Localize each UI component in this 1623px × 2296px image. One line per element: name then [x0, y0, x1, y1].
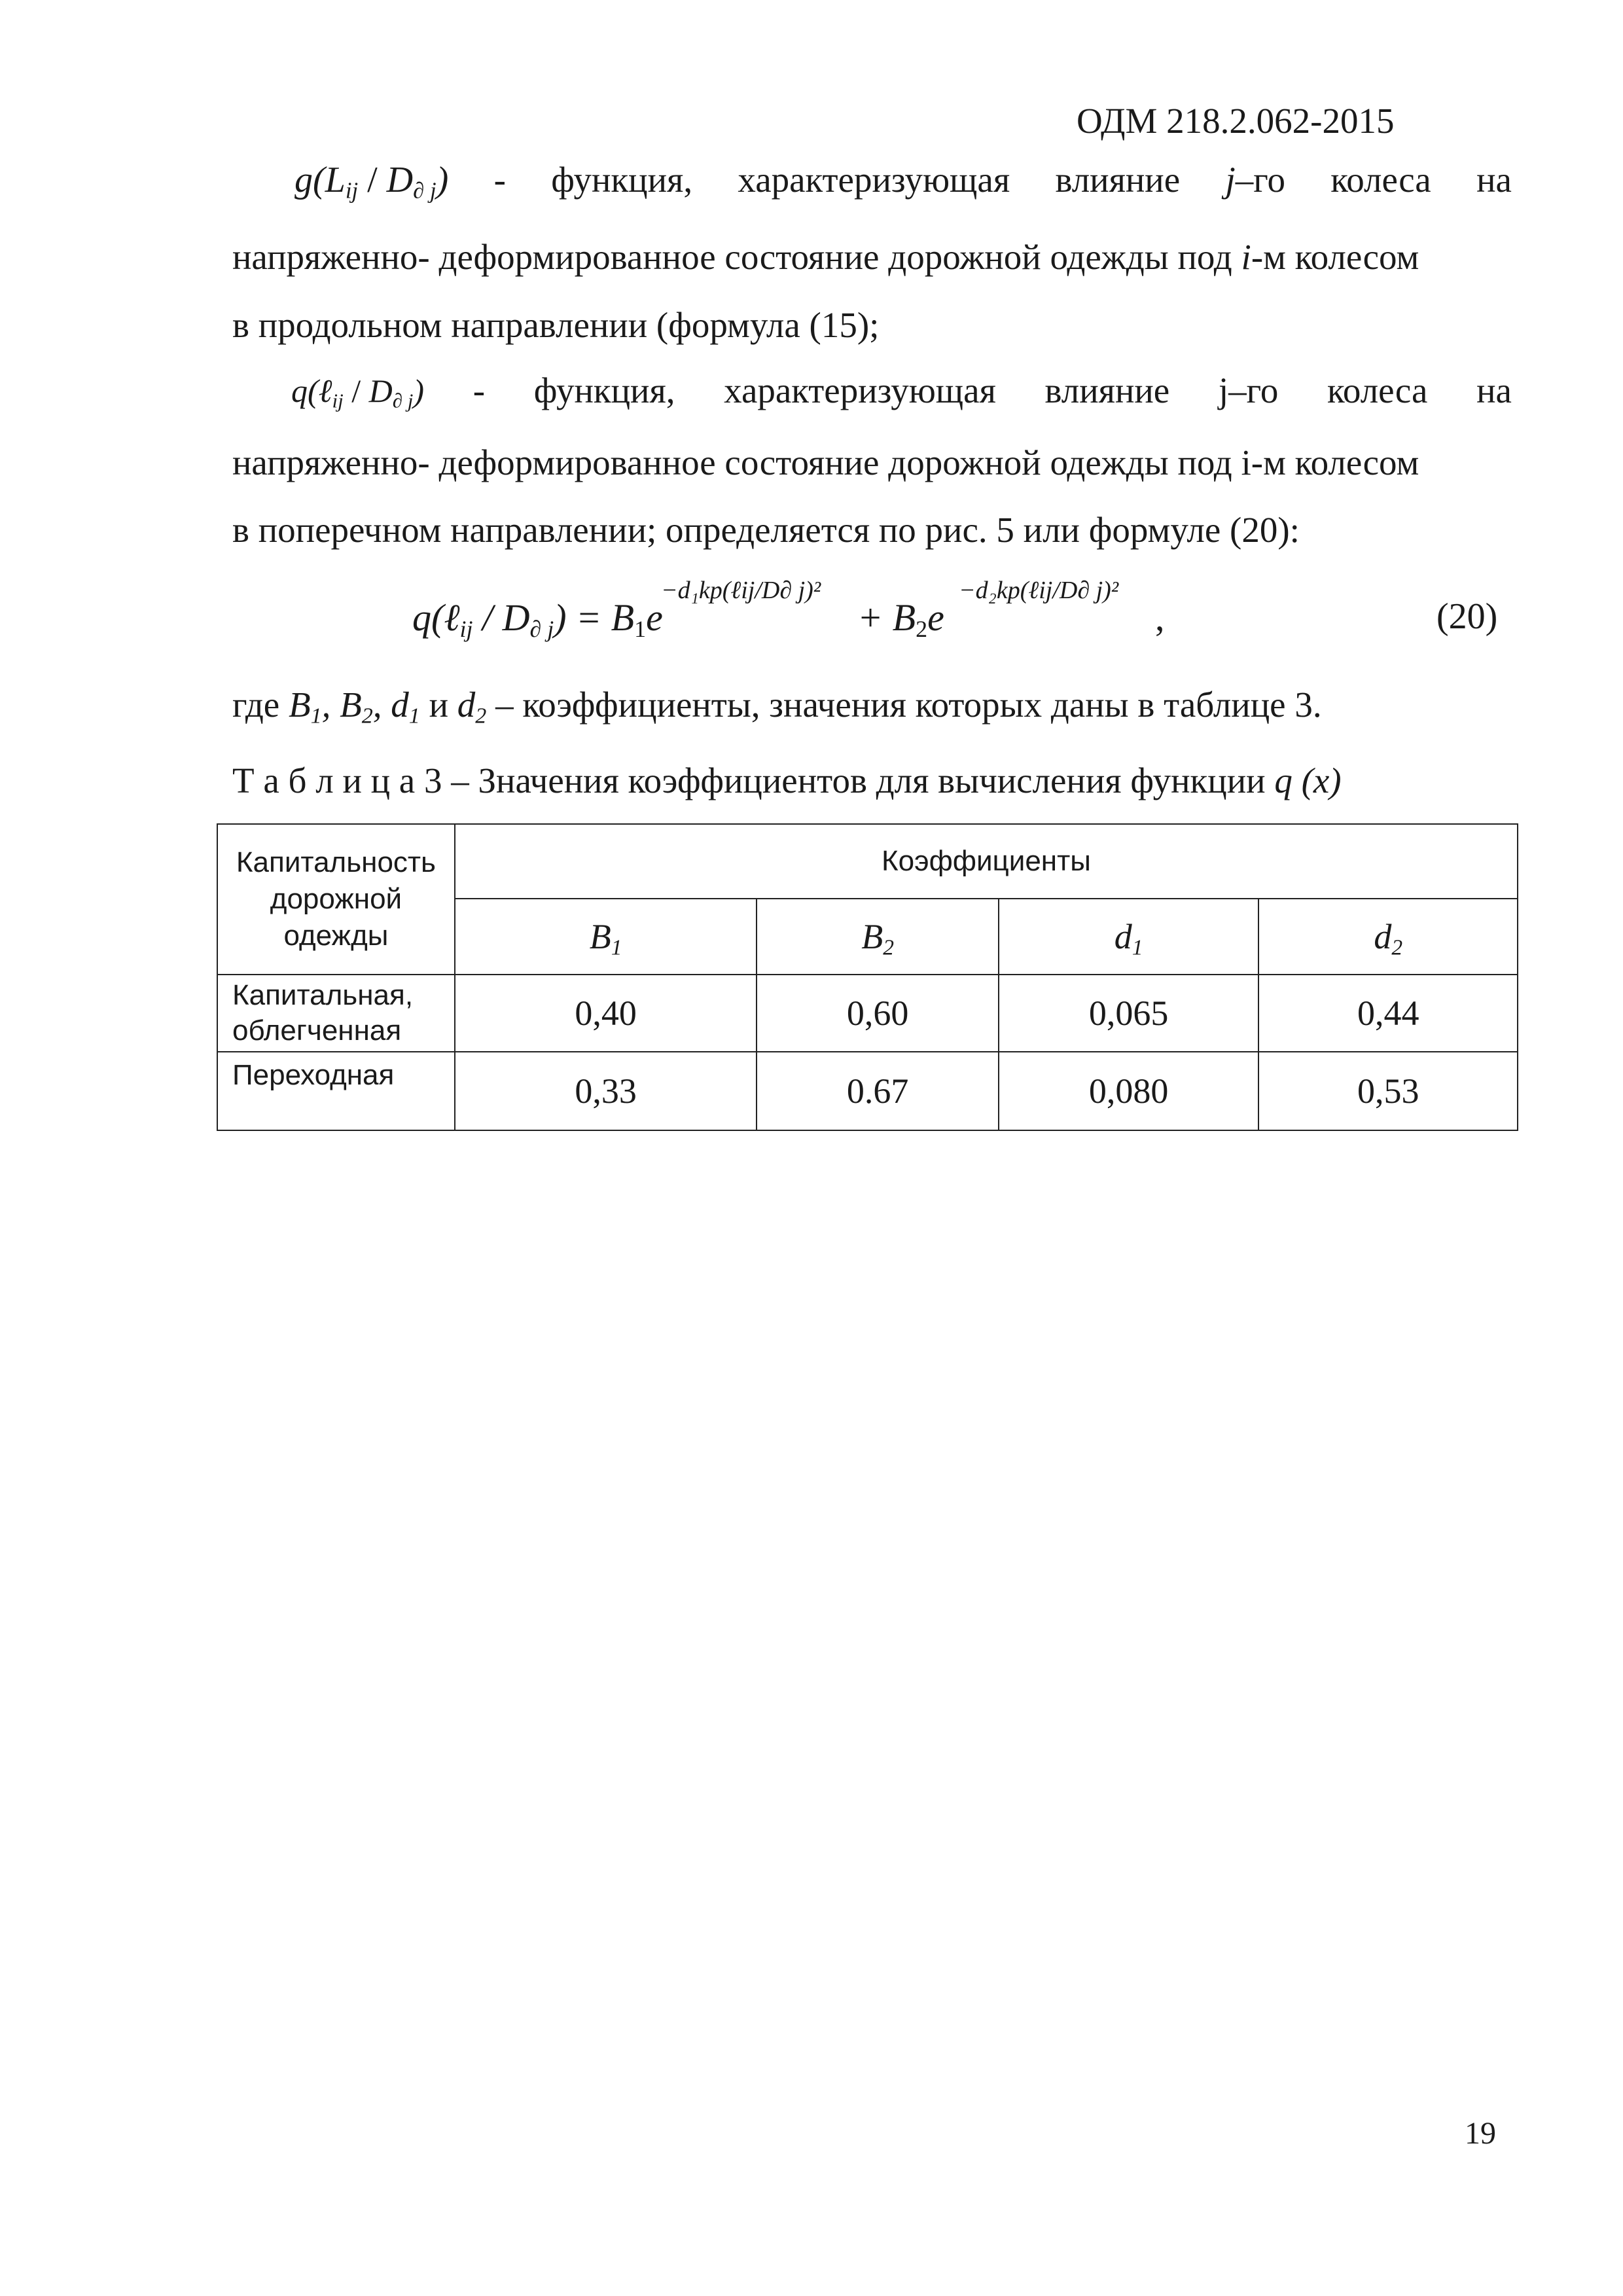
para2-line2: напряженно- деформированное состояние дорожной одежды под i-м колесом [232, 442, 1419, 482]
word: функция, [551, 160, 693, 200]
formula-exponent-2: −d₂kp(ℓij/D∂ j)² [959, 577, 1119, 604]
para2-line1 [291, 368, 1512, 414]
cell-b1: 0,33 [455, 1052, 757, 1130]
word-j-th: j–го [1225, 160, 1285, 200]
row-label: Переходная [217, 1052, 455, 1130]
header-d1: $d_1$ [999, 899, 1259, 975]
table-row [217, 1052, 1518, 1130]
dash: - [493, 160, 506, 200]
formula-20 [412, 576, 1525, 655]
cell-d2: 0,53 [1258, 1052, 1518, 1130]
word: колеса [1330, 160, 1431, 200]
document-code: ОДМ 218.2.062-2015 [1077, 101, 1395, 141]
header-b1: $B_1$ [455, 899, 757, 975]
word: колеса [1327, 370, 1428, 410]
header-b2: $B_2$ [757, 899, 999, 975]
formula-comma: , [1155, 596, 1165, 639]
word: на [1476, 160, 1512, 200]
coefficients-table [217, 823, 1518, 1131]
formula-lhs: q(ℓ$_{ij}$ / $D_{\partial j}) = B_1e$ [412, 596, 663, 643]
cell-d1: 0,080 [999, 1052, 1259, 1130]
cell-b2: 0.67 [757, 1052, 999, 1130]
para1-line1 [294, 157, 1512, 203]
row-label: Капитальная, облегченная [217, 975, 455, 1052]
formula-exponent-1: −d₁kp(ℓij/D∂ j)² [661, 577, 821, 604]
dash: - [473, 370, 486, 410]
cell-d1: 0,065 [999, 975, 1259, 1052]
word: характеризующая [724, 370, 996, 410]
table-row [217, 975, 1518, 1052]
word: характеризующая [738, 160, 1010, 200]
header-coefficients: Коэффициенты [455, 824, 1518, 899]
where-line: где $B_1$, $B_2$, $d_1$ и $d_2$ – коэффициенты, значения которых даны в таблице 3. [232, 685, 1322, 728]
word: на [1476, 370, 1512, 410]
word: влияние [1055, 160, 1181, 200]
header-pavement-capital: Капитальность дорожной одежды [217, 824, 455, 975]
table-header-row [217, 824, 1518, 899]
word: функция, [533, 370, 675, 410]
function-q-symbol: q(ℓ$_{ij}$ / $D_{\partial j}$) [291, 372, 425, 412]
cell-b1: 0,40 [455, 975, 757, 1052]
cell-d2: 0,44 [1258, 975, 1518, 1052]
word: j–го [1218, 370, 1279, 410]
formula-second-term: + $B_2e$ [857, 596, 944, 643]
function-g-symbol: $g(L_{ij} / D_{\partial j})$ [294, 160, 449, 204]
table-caption: Т а б л и ц а 3 – Значения коэффициентов для вычисления функции q (x) [232, 761, 1342, 800]
page-number: 19 [1465, 2116, 1496, 2151]
para1-line3: в продольном направлении (формула (15); [232, 305, 880, 345]
para2-line3: в поперечном направлении; определяется по рис. 5 или формуле (20): [232, 510, 1300, 550]
formula-number: (20) [1436, 596, 1498, 637]
word: влияние [1044, 370, 1170, 410]
header-d2: $d_2$ [1258, 899, 1518, 975]
cell-b2: 0,60 [757, 975, 999, 1052]
para1-line2: напряженно- деформированное состояние дорожной одежды под i-м колесом [232, 237, 1419, 277]
